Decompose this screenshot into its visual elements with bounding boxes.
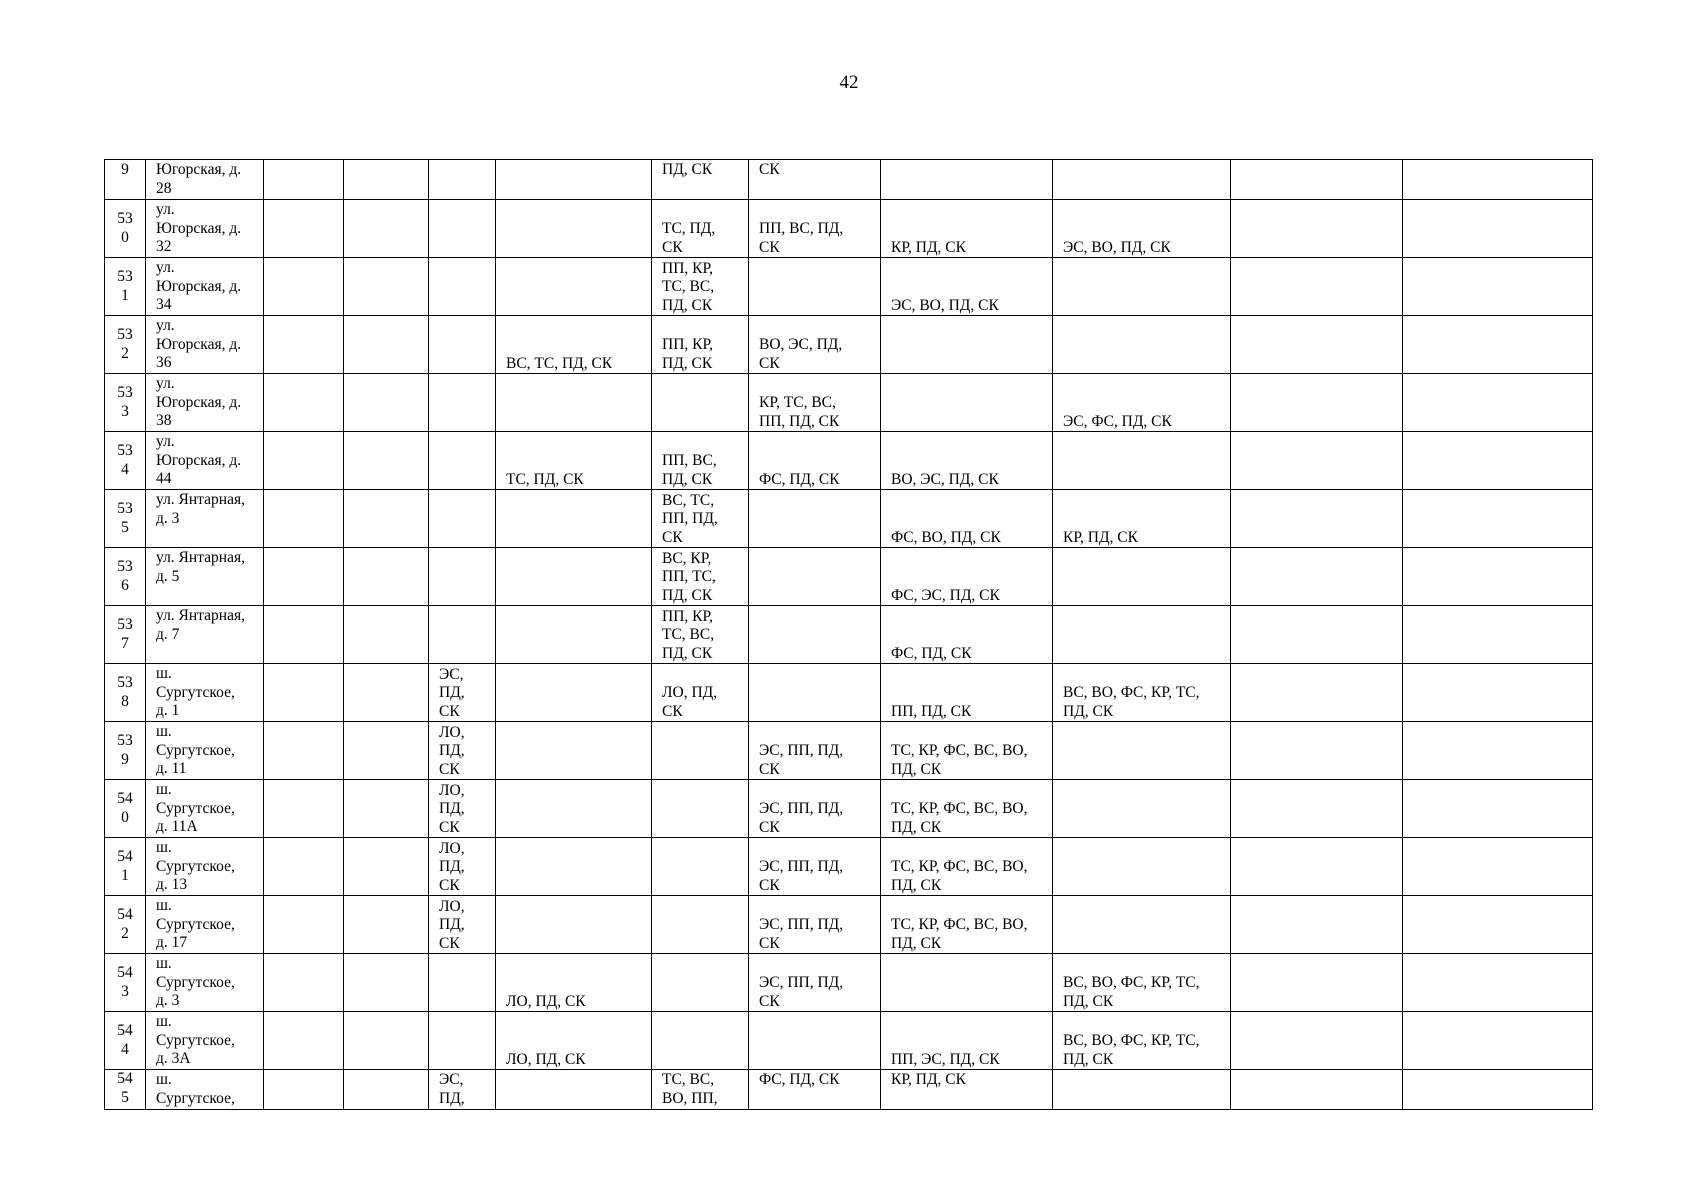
work-col-4-cell	[344, 160, 429, 200]
table-row	[105, 954, 1593, 1012]
work-col-6-cell: ЛО, ПД, СК	[496, 1012, 652, 1070]
address-cell: ш. Сургутское, д. 3	[146, 954, 264, 1012]
work-col-12-cell	[1403, 722, 1593, 780]
work-col-11-cell	[1231, 606, 1403, 664]
work-col-10-cell: ЭС, ВО, ПД, СК	[1053, 200, 1231, 258]
work-col-3-cell	[264, 1070, 344, 1110]
work-col-8-cell: КР, ТС, ВС, ПП, ПД, СК	[749, 374, 881, 432]
work-col-6-cell	[496, 896, 652, 954]
work-col-4-cell	[344, 316, 429, 374]
work-col-10-cell	[1053, 432, 1231, 490]
work-col-4-cell	[344, 954, 429, 1012]
work-col-3-cell	[264, 200, 344, 258]
work-col-4-cell	[344, 664, 429, 722]
work-col-12-cell	[1403, 954, 1593, 1012]
work-col-10-cell	[1053, 316, 1231, 374]
work-col-8-cell: ПП, ВС, ПД, СК	[749, 200, 881, 258]
work-col-7-cell: ПП, КР, ТС, ВС, ПД, СК	[652, 606, 749, 664]
work-col-6-cell: ТС, ПД, СК	[496, 432, 652, 490]
work-col-11-cell	[1231, 548, 1403, 606]
work-col-7-cell: ВС, КР, ПП, ТС, ПД, СК	[652, 548, 749, 606]
address-cell: ш. Сургутское, д. 11	[146, 722, 264, 780]
work-col-5-cell	[429, 490, 496, 548]
work-col-4-cell	[344, 1012, 429, 1070]
work-col-4-cell	[344, 606, 429, 664]
work-col-5-cell: ЛО, ПД, СК	[429, 896, 496, 954]
work-col-6-cell	[496, 664, 652, 722]
work-col-12-cell	[1403, 780, 1593, 838]
work-col-4-cell	[344, 374, 429, 432]
work-col-6-cell	[496, 722, 652, 780]
address-cell: ул. Янтарная, д. 5	[146, 548, 264, 606]
work-col-5-cell: ЛО, ПД, СК	[429, 838, 496, 896]
work-col-9-cell: ЭС, ВО, ПД, СК	[881, 258, 1053, 316]
page-number: 42	[839, 72, 859, 93]
address-cell: ул. Югорская, д. 38	[146, 374, 264, 432]
work-col-7-cell: ТС, ВС, ВО, ПП,	[652, 1070, 749, 1110]
work-col-8-cell: ЭС, ПП, ПД, СК	[749, 722, 881, 780]
work-col-10-cell	[1053, 722, 1231, 780]
work-col-3-cell	[264, 664, 344, 722]
work-col-8-cell	[749, 258, 881, 316]
work-col-8-cell: ЭС, ПП, ПД, СК	[749, 954, 881, 1012]
work-col-12-cell	[1403, 1070, 1593, 1110]
work-col-8-cell	[749, 490, 881, 548]
row-number-cell: 54 2	[105, 896, 146, 954]
work-col-11-cell	[1231, 490, 1403, 548]
table-row	[105, 896, 1593, 954]
work-col-8-cell	[749, 606, 881, 664]
work-col-6-cell: ВС, ТС, ПД, СК	[496, 316, 652, 374]
work-col-5-cell	[429, 200, 496, 258]
work-col-3-cell	[264, 490, 344, 548]
work-col-4-cell	[344, 838, 429, 896]
work-col-6-cell	[496, 780, 652, 838]
work-col-9-cell: ФС, ПД, СК	[881, 606, 1053, 664]
row-number-cell: 53 8	[105, 664, 146, 722]
work-col-3-cell	[264, 896, 344, 954]
work-col-11-cell	[1231, 374, 1403, 432]
work-col-11-cell	[1231, 780, 1403, 838]
work-col-8-cell	[749, 1012, 881, 1070]
work-col-12-cell	[1403, 548, 1593, 606]
work-col-9-cell: ФС, ЭС, ПД, СК	[881, 548, 1053, 606]
work-col-9-cell: КР, ПД, СК	[881, 1070, 1053, 1110]
row-number-cell: 53 7	[105, 606, 146, 664]
table-row	[105, 722, 1593, 780]
work-col-4-cell	[344, 780, 429, 838]
address-cell: ш. Сургутское, д. 1	[146, 664, 264, 722]
table-row	[105, 606, 1593, 664]
work-col-11-cell	[1231, 954, 1403, 1012]
work-col-6-cell	[496, 838, 652, 896]
row-number-cell: 54 0	[105, 780, 146, 838]
row-number-cell: 9	[105, 160, 146, 200]
work-col-8-cell	[749, 548, 881, 606]
address-cell: ш. Сургутское, д. 17	[146, 896, 264, 954]
table-row	[105, 490, 1593, 548]
work-col-11-cell	[1231, 664, 1403, 722]
row-number-cell: 54 5	[105, 1070, 146, 1110]
work-col-9-cell: ВО, ЭС, ПД, СК	[881, 432, 1053, 490]
work-col-7-cell	[652, 374, 749, 432]
table-row	[105, 548, 1593, 606]
work-col-3-cell	[264, 316, 344, 374]
work-col-9-cell	[881, 316, 1053, 374]
work-col-10-cell: ЭС, ФС, ПД, СК	[1053, 374, 1231, 432]
table-row	[105, 838, 1593, 896]
work-col-8-cell: ФС, ПД, СК	[749, 1070, 881, 1110]
work-col-10-cell: ВС, ВО, ФС, КР, ТС, ПД, СК	[1053, 1012, 1231, 1070]
address-cell: Югорская, д. 28	[146, 160, 264, 200]
work-col-10-cell	[1053, 780, 1231, 838]
work-col-11-cell	[1231, 838, 1403, 896]
address-cell: ш. Сургутское, д. 13	[146, 838, 264, 896]
table-row	[105, 1012, 1593, 1070]
work-col-7-cell: ТС, ПД, СК	[652, 200, 749, 258]
work-col-6-cell	[496, 160, 652, 200]
work-col-10-cell	[1053, 160, 1231, 200]
work-col-8-cell	[749, 664, 881, 722]
work-col-7-cell	[652, 780, 749, 838]
work-col-12-cell	[1403, 200, 1593, 258]
address-cell: ш. Сургутское, д. 3А	[146, 1012, 264, 1070]
address-cell: ул. Югорская, д. 34	[146, 258, 264, 316]
row-number-cell: 54 4	[105, 1012, 146, 1070]
table-row	[105, 432, 1593, 490]
work-col-9-cell	[881, 954, 1053, 1012]
work-col-7-cell: ПП, КР, ПД, СК	[652, 316, 749, 374]
work-col-11-cell	[1231, 258, 1403, 316]
work-col-10-cell	[1053, 258, 1231, 316]
row-number-cell: 53 4	[105, 432, 146, 490]
address-cell: ш. Сургутское, д. 11А	[146, 780, 264, 838]
work-col-9-cell: ТС, КР, ФС, ВС, ВО, ПД, СК	[881, 896, 1053, 954]
work-col-11-cell	[1231, 722, 1403, 780]
work-col-10-cell	[1053, 1070, 1231, 1110]
work-col-10-cell	[1053, 838, 1231, 896]
work-col-5-cell	[429, 432, 496, 490]
work-col-4-cell	[344, 258, 429, 316]
work-col-4-cell	[344, 548, 429, 606]
work-col-12-cell	[1403, 432, 1593, 490]
address-cell: ул. Югорская, д. 44	[146, 432, 264, 490]
work-col-11-cell	[1231, 1070, 1403, 1110]
table-row	[105, 1070, 1593, 1110]
schedule-table	[104, 159, 1593, 1110]
work-col-7-cell: ПД, СК	[652, 160, 749, 200]
work-col-3-cell	[264, 160, 344, 200]
work-col-12-cell	[1403, 838, 1593, 896]
work-col-3-cell	[264, 606, 344, 664]
work-col-7-cell: ВС, ТС, ПП, ПД, СК	[652, 490, 749, 548]
work-col-9-cell: ФС, ВО, ПД, СК	[881, 490, 1053, 548]
work-col-9-cell: ПП, ПД, СК	[881, 664, 1053, 722]
work-col-11-cell	[1231, 432, 1403, 490]
work-col-12-cell	[1403, 490, 1593, 548]
work-col-3-cell	[264, 722, 344, 780]
work-col-7-cell: ПП, КР, ТС, ВС, ПД, СК	[652, 258, 749, 316]
address-cell: ш. Сургутское,	[146, 1070, 264, 1110]
row-number-cell: 54 1	[105, 838, 146, 896]
work-col-9-cell: ТС, КР, ФС, ВС, ВО, ПД, СК	[881, 838, 1053, 896]
work-col-3-cell	[264, 548, 344, 606]
work-col-11-cell	[1231, 896, 1403, 954]
work-col-9-cell	[881, 374, 1053, 432]
work-col-5-cell	[429, 258, 496, 316]
table-row	[105, 160, 1593, 200]
work-col-9-cell: ТС, КР, ФС, ВС, ВО, ПД, СК	[881, 722, 1053, 780]
work-col-12-cell	[1403, 258, 1593, 316]
work-col-3-cell	[264, 258, 344, 316]
work-col-3-cell	[264, 1012, 344, 1070]
work-col-10-cell	[1053, 896, 1231, 954]
row-number-cell: 53 6	[105, 548, 146, 606]
work-col-7-cell	[652, 896, 749, 954]
work-col-11-cell	[1231, 1012, 1403, 1070]
work-col-3-cell	[264, 954, 344, 1012]
work-col-6-cell	[496, 374, 652, 432]
work-col-7-cell	[652, 1012, 749, 1070]
table-row	[105, 316, 1593, 374]
work-col-6-cell: ЛО, ПД, СК	[496, 954, 652, 1012]
work-col-5-cell: ЭС, ПД, СК	[429, 664, 496, 722]
work-col-6-cell	[496, 258, 652, 316]
work-col-5-cell: ЛО, ПД, СК	[429, 722, 496, 780]
work-col-12-cell	[1403, 606, 1593, 664]
table-body	[105, 160, 1593, 1110]
work-col-10-cell	[1053, 548, 1231, 606]
work-col-7-cell: ПП, ВС, ПД, СК	[652, 432, 749, 490]
work-col-8-cell: ВО, ЭС, ПД, СК	[749, 316, 881, 374]
address-cell: ул. Янтарная, д. 3	[146, 490, 264, 548]
work-col-3-cell	[264, 780, 344, 838]
work-col-11-cell	[1231, 160, 1403, 200]
work-col-5-cell	[429, 548, 496, 606]
work-col-12-cell	[1403, 896, 1593, 954]
table-row	[105, 780, 1593, 838]
work-col-7-cell: ЛО, ПД, СК	[652, 664, 749, 722]
work-col-10-cell	[1053, 606, 1231, 664]
work-col-6-cell	[496, 200, 652, 258]
work-col-3-cell	[264, 838, 344, 896]
work-col-6-cell	[496, 548, 652, 606]
work-col-3-cell	[264, 374, 344, 432]
row-number-cell: 53 3	[105, 374, 146, 432]
work-col-5-cell	[429, 954, 496, 1012]
address-cell: ул. Янтарная, д. 7	[146, 606, 264, 664]
table-row	[105, 664, 1593, 722]
work-col-5-cell	[429, 1012, 496, 1070]
work-col-6-cell	[496, 490, 652, 548]
work-col-12-cell	[1403, 1012, 1593, 1070]
work-col-10-cell: КР, ПД, СК	[1053, 490, 1231, 548]
row-number-cell: 53 2	[105, 316, 146, 374]
work-col-4-cell	[344, 1070, 429, 1110]
row-number-cell: 54 3	[105, 954, 146, 1012]
work-col-12-cell	[1403, 160, 1593, 200]
row-number-cell: 53 5	[105, 490, 146, 548]
work-col-5-cell: ЛО, ПД, СК	[429, 780, 496, 838]
work-col-7-cell	[652, 722, 749, 780]
table-row	[105, 374, 1593, 432]
work-col-8-cell: СК	[749, 160, 881, 200]
row-number-cell: 53 0	[105, 200, 146, 258]
work-col-11-cell	[1231, 200, 1403, 258]
work-col-6-cell	[496, 1070, 652, 1110]
work-col-8-cell: ЭС, ПП, ПД, СК	[749, 838, 881, 896]
work-col-9-cell: ПП, ЭС, ПД, СК	[881, 1012, 1053, 1070]
table-row	[105, 200, 1593, 258]
work-col-9-cell	[881, 160, 1053, 200]
work-col-5-cell	[429, 316, 496, 374]
work-col-9-cell: ТС, КР, ФС, ВС, ВО, ПД, СК	[881, 780, 1053, 838]
work-col-12-cell	[1403, 316, 1593, 374]
work-col-5-cell	[429, 606, 496, 664]
work-col-4-cell	[344, 432, 429, 490]
work-col-8-cell: ЭС, ПП, ПД, СК	[749, 780, 881, 838]
work-col-8-cell: ЭС, ПП, ПД, СК	[749, 896, 881, 954]
work-col-6-cell	[496, 606, 652, 664]
work-col-4-cell	[344, 200, 429, 258]
table-row	[105, 258, 1593, 316]
row-number-cell: 53 1	[105, 258, 146, 316]
address-cell: ул. Югорская, д. 32	[146, 200, 264, 258]
work-col-8-cell: ФС, ПД, СК	[749, 432, 881, 490]
work-col-11-cell	[1231, 316, 1403, 374]
work-col-4-cell	[344, 722, 429, 780]
address-cell: ул. Югорская, д. 36	[146, 316, 264, 374]
work-col-5-cell	[429, 160, 496, 200]
work-col-7-cell	[652, 838, 749, 896]
work-col-7-cell	[652, 954, 749, 1012]
work-col-12-cell	[1403, 664, 1593, 722]
work-col-4-cell	[344, 896, 429, 954]
row-number-cell: 53 9	[105, 722, 146, 780]
work-col-4-cell	[344, 490, 429, 548]
work-col-5-cell: ЭС, ПД,	[429, 1070, 496, 1110]
work-col-10-cell: ВС, ВО, ФС, КР, ТС, ПД, СК	[1053, 664, 1231, 722]
work-col-9-cell: КР, ПД, СК	[881, 200, 1053, 258]
work-col-12-cell	[1403, 374, 1593, 432]
work-col-5-cell	[429, 374, 496, 432]
work-col-10-cell: ВС, ВО, ФС, КР, ТС, ПД, СК	[1053, 954, 1231, 1012]
work-col-3-cell	[264, 432, 344, 490]
